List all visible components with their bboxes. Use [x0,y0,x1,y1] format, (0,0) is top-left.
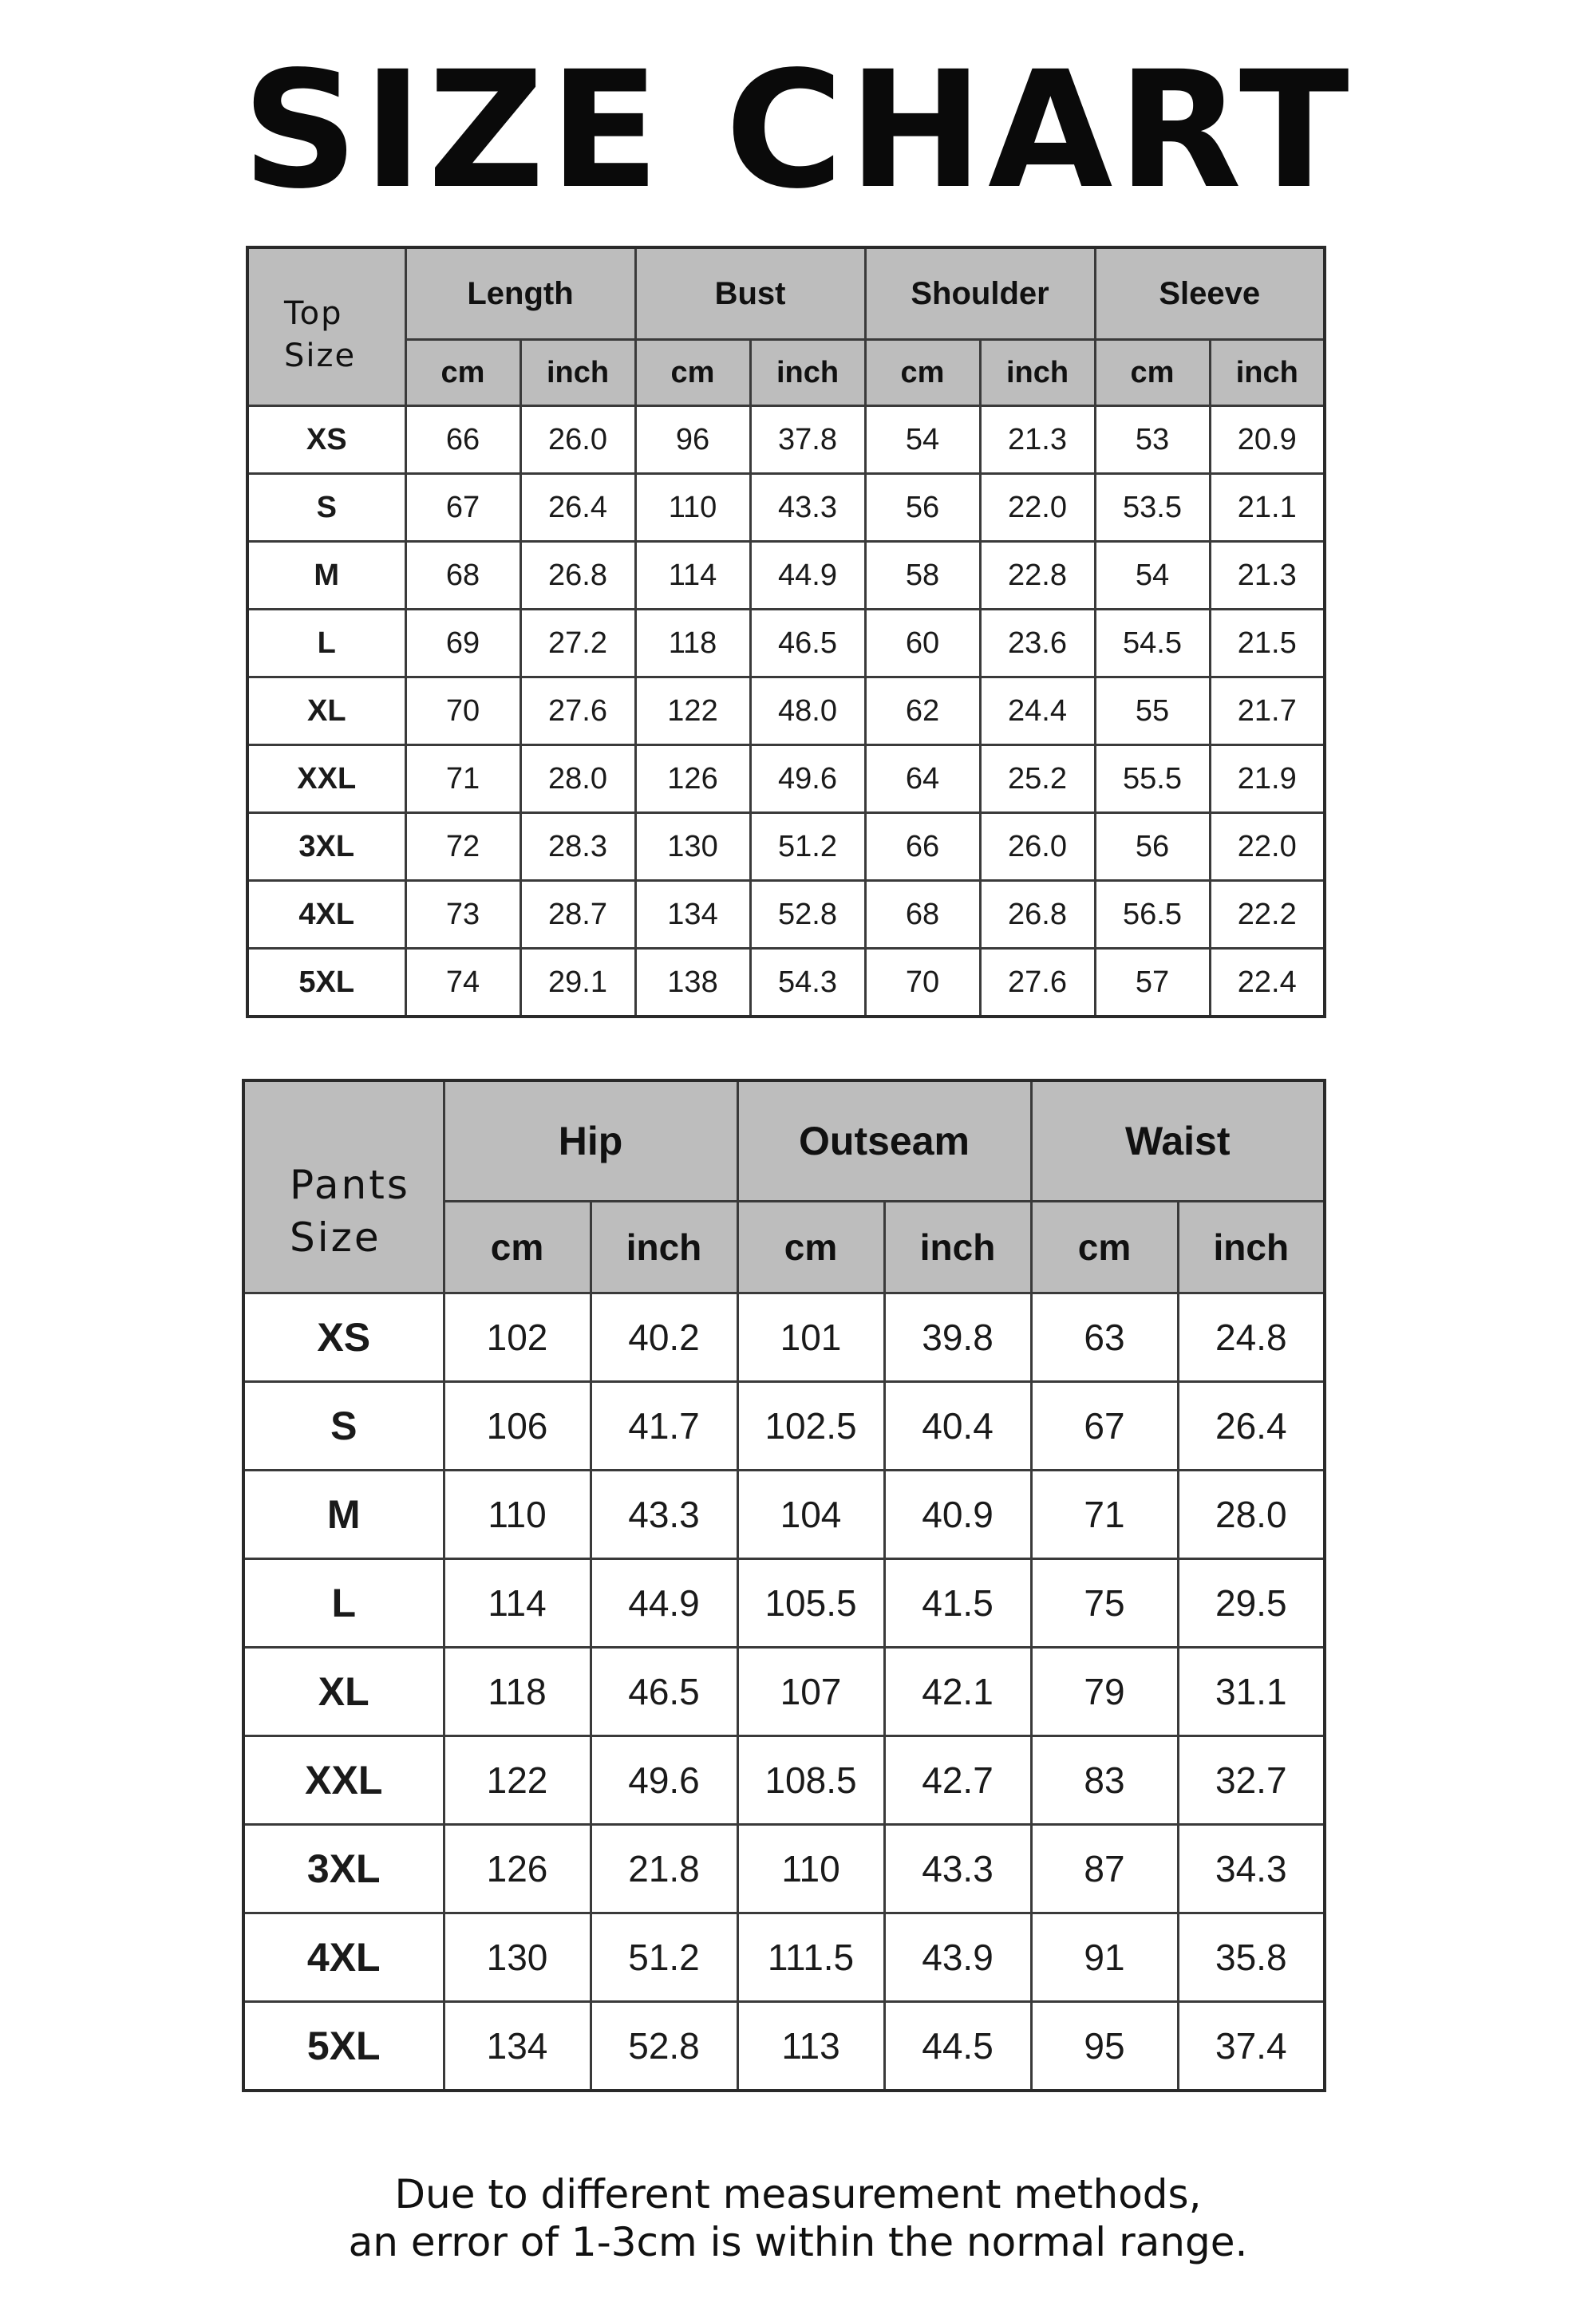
top-value-cell: 68 [865,881,980,949]
top-value-cell: 22.0 [980,474,1095,542]
top-value-cell: 29.1 [520,949,635,1017]
pants-table-row [243,1559,1325,1648]
pants-value-cell: 43.9 [884,1913,1031,2002]
top-size-cell: XL [247,677,405,745]
top-value-cell: 66 [865,813,980,881]
pants-value-cell: 130 [444,1913,591,2002]
pants-value-cell: 63 [1031,1293,1178,1382]
top-size-label [247,247,405,406]
top-value-cell: 22.2 [1210,881,1325,949]
top-value-cell: 25.2 [980,745,1095,813]
top-value-cell: 72 [405,813,520,881]
pants-value-cell: 29.5 [1178,1559,1325,1648]
top-value-cell: 55 [1095,677,1210,745]
pants-size-cell: 4XL [243,1913,444,2002]
pants-value-cell: 67 [1031,1382,1178,1471]
top-value-cell: 21.3 [1210,542,1325,610]
top-size-label-line1: Top [284,294,343,332]
top-value-cell: 69 [405,610,520,677]
pants-table-row [243,1648,1325,1736]
top-group-length: Length [405,247,635,340]
pants-value-cell: 101 [737,1293,884,1382]
pants-value-cell: 44.5 [884,2002,1031,2091]
pants-size-table [242,1079,1326,2092]
pants-size-cell: S [243,1382,444,1471]
pants-unit-header: inch [884,1202,1031,1293]
pants-size-label-line1: Pants [290,1161,410,1208]
pants-value-cell: 51.2 [591,1913,737,2002]
pants-value-cell: 41.5 [884,1559,1031,1648]
pants-value-cell: 40.9 [884,1471,1031,1559]
pants-group-outseam: Outseam [737,1080,1031,1202]
top-value-cell: 138 [635,949,750,1017]
pants-table-row [243,1382,1325,1471]
pants-value-cell: 110 [737,1825,884,1913]
top-group-shoulder: Shoulder [865,247,1095,340]
top-table-row [247,813,1325,881]
pants-value-cell: 107 [737,1648,884,1736]
top-value-cell: 54 [1095,542,1210,610]
top-value-cell: 28.7 [520,881,635,949]
pants-value-cell: 40.2 [591,1293,737,1382]
pants-value-cell: 41.7 [591,1382,737,1471]
top-value-cell: 26.0 [520,406,635,474]
pants-value-cell: 26.4 [1178,1382,1325,1471]
pants-value-cell: 75 [1031,1559,1178,1648]
top-size-cell: XS [247,406,405,474]
pants-value-cell: 34.3 [1178,1825,1325,1913]
top-value-cell: 51.2 [750,813,865,881]
pants-value-cell: 42.7 [884,1736,1031,1825]
pants-value-cell: 79 [1031,1648,1178,1736]
top-value-cell: 70 [865,949,980,1017]
top-size-label-line2: Size [284,337,357,374]
pants-value-cell: 102.5 [737,1382,884,1471]
top-group-header-row [247,247,1325,340]
pants-group-hip: Hip [444,1080,737,1202]
pants-value-cell: 104 [737,1471,884,1559]
top-value-cell: 22.8 [980,542,1095,610]
top-value-cell: 21.1 [1210,474,1325,542]
pants-value-cell: 37.4 [1178,2002,1325,2091]
pants-unit-header: inch [1178,1202,1325,1293]
pants-value-cell: 21.8 [591,1825,737,1913]
pants-size-cell: L [243,1559,444,1648]
pants-value-cell: 134 [444,2002,591,2091]
top-value-cell: 56 [1095,813,1210,881]
top-value-cell: 23.6 [980,610,1095,677]
pants-value-cell: 42.1 [884,1648,1031,1736]
pants-value-cell: 71 [1031,1471,1178,1559]
top-value-cell: 56 [865,474,980,542]
top-size-table [246,246,1326,1018]
top-value-cell: 68 [405,542,520,610]
top-unit-header: cm [635,340,750,406]
pants-size-cell: 5XL [243,2002,444,2091]
pants-unit-header: inch [591,1202,737,1293]
top-unit-header: cm [865,340,980,406]
top-value-cell: 27.6 [520,677,635,745]
pants-value-cell: 43.3 [591,1471,737,1559]
top-value-cell: 26.8 [520,542,635,610]
top-group-sleeve: Sleeve [1095,247,1325,340]
top-table-row [247,406,1325,474]
pants-value-cell: 52.8 [591,2002,737,2091]
top-value-cell: 118 [635,610,750,677]
footnote-line1: Due to different measurement methods, [394,2171,1202,2217]
pants-unit-header: cm [1031,1202,1178,1293]
pants-size-cell: XL [243,1648,444,1736]
top-value-cell: 57 [1095,949,1210,1017]
top-value-cell: 134 [635,881,750,949]
top-group-bust: Bust [635,247,865,340]
pants-value-cell: 83 [1031,1736,1178,1825]
top-unit-header: inch [980,340,1095,406]
pants-value-cell: 105.5 [737,1559,884,1648]
top-value-cell: 54.3 [750,949,865,1017]
pants-value-cell: 126 [444,1825,591,1913]
pants-size-cell: 3XL [243,1825,444,1913]
pants-table-row [243,1293,1325,1382]
top-table-row [247,745,1325,813]
top-value-cell: 110 [635,474,750,542]
pants-unit-header: cm [737,1202,884,1293]
pants-value-cell: 32.7 [1178,1736,1325,1825]
top-value-cell: 22.0 [1210,813,1325,881]
pants-value-cell: 40.4 [884,1382,1031,1471]
top-value-cell: 28.3 [520,813,635,881]
pants-value-cell: 95 [1031,2002,1178,2091]
top-value-cell: 54.5 [1095,610,1210,677]
top-value-cell: 49.6 [750,745,865,813]
top-unit-header: inch [520,340,635,406]
pants-value-cell: 44.9 [591,1559,737,1648]
top-unit-header: cm [1095,340,1210,406]
top-value-cell: 48.0 [750,677,865,745]
top-value-cell: 74 [405,949,520,1017]
top-value-cell: 21.9 [1210,745,1325,813]
top-value-cell: 66 [405,406,520,474]
top-value-cell: 126 [635,745,750,813]
top-value-cell: 46.5 [750,610,865,677]
top-value-cell: 73 [405,881,520,949]
top-value-cell: 62 [865,677,980,745]
pants-value-cell: 35.8 [1178,1913,1325,2002]
top-value-cell: 67 [405,474,520,542]
pants-value-cell: 111.5 [737,1913,884,2002]
pants-value-cell: 110 [444,1471,591,1559]
pants-value-cell: 114 [444,1559,591,1648]
top-value-cell: 122 [635,677,750,745]
pants-value-cell: 43.3 [884,1825,1031,1913]
top-value-cell: 130 [635,813,750,881]
pants-size-label-line2: Size [290,1214,381,1261]
top-table-row [247,881,1325,949]
pants-size-cell: M [243,1471,444,1559]
top-value-cell: 21.3 [980,406,1095,474]
top-size-cell: M [247,542,405,610]
top-size-cell: 3XL [247,813,405,881]
pants-value-cell: 49.6 [591,1736,737,1825]
top-value-cell: 21.5 [1210,610,1325,677]
pants-value-cell: 39.8 [884,1293,1031,1382]
top-value-cell: 96 [635,406,750,474]
top-size-cell: XXL [247,745,405,813]
top-value-cell: 27.6 [980,949,1095,1017]
pants-table-row [243,1471,1325,1559]
pants-value-cell: 91 [1031,1913,1178,2002]
top-table-row [247,474,1325,542]
top-value-cell: 20.9 [1210,406,1325,474]
top-value-cell: 64 [865,745,980,813]
top-value-cell: 27.2 [520,610,635,677]
pants-unit-header: cm [444,1202,591,1293]
pants-size-cell: XS [243,1293,444,1382]
pants-table-row [243,1736,1325,1825]
pants-value-cell: 102 [444,1293,591,1382]
top-value-cell: 58 [865,542,980,610]
pants-table-row [243,1913,1325,2002]
top-value-cell: 37.8 [750,406,865,474]
top-value-cell: 26.8 [980,881,1095,949]
top-size-cell: 5XL [247,949,405,1017]
top-table-row [247,542,1325,610]
top-value-cell: 52.8 [750,881,865,949]
top-unit-header: cm [405,340,520,406]
pants-value-cell: 106 [444,1382,591,1471]
pants-value-cell: 118 [444,1648,591,1736]
pants-value-cell: 108.5 [737,1736,884,1825]
pants-group-waist: Waist [1031,1080,1325,1202]
footnote [0,2170,1596,2266]
top-value-cell: 55.5 [1095,745,1210,813]
top-value-cell: 26.4 [520,474,635,542]
top-value-cell: 54 [865,406,980,474]
pants-value-cell: 113 [737,2002,884,2091]
page-title: SIZE CHART [242,36,1354,224]
top-value-cell: 44.9 [750,542,865,610]
top-value-cell: 22.4 [1210,949,1325,1017]
pants-table-row [243,1825,1325,1913]
pants-size-cell: XXL [243,1736,444,1825]
top-table-row [247,610,1325,677]
top-value-cell: 43.3 [750,474,865,542]
pants-value-cell: 87 [1031,1825,1178,1913]
top-table-row [247,677,1325,745]
top-value-cell: 21.7 [1210,677,1325,745]
top-size-cell: S [247,474,405,542]
top-value-cell: 53 [1095,406,1210,474]
top-unit-header-row [247,340,1325,406]
top-value-cell: 28.0 [520,745,635,813]
top-table-row [247,949,1325,1017]
top-size-cell: L [247,610,405,677]
top-unit-header: inch [750,340,865,406]
top-value-cell: 114 [635,542,750,610]
top-value-cell: 71 [405,745,520,813]
pants-value-cell: 28.0 [1178,1471,1325,1559]
top-value-cell: 60 [865,610,980,677]
top-value-cell: 26.0 [980,813,1095,881]
pants-value-cell: 24.8 [1178,1293,1325,1382]
pants-size-label [243,1080,444,1293]
pants-value-cell: 122 [444,1736,591,1825]
top-value-cell: 24.4 [980,677,1095,745]
top-unit-header: inch [1210,340,1325,406]
top-value-cell: 56.5 [1095,881,1210,949]
pants-value-cell: 46.5 [591,1648,737,1736]
top-size-cell: 4XL [247,881,405,949]
footnote-line2: an error of 1-3cm is within the normal range. [348,2219,1248,2265]
pants-value-cell: 31.1 [1178,1648,1325,1736]
top-value-cell: 70 [405,677,520,745]
pants-table-row [243,2002,1325,2091]
pants-group-header-row [243,1080,1325,1202]
top-value-cell: 53.5 [1095,474,1210,542]
